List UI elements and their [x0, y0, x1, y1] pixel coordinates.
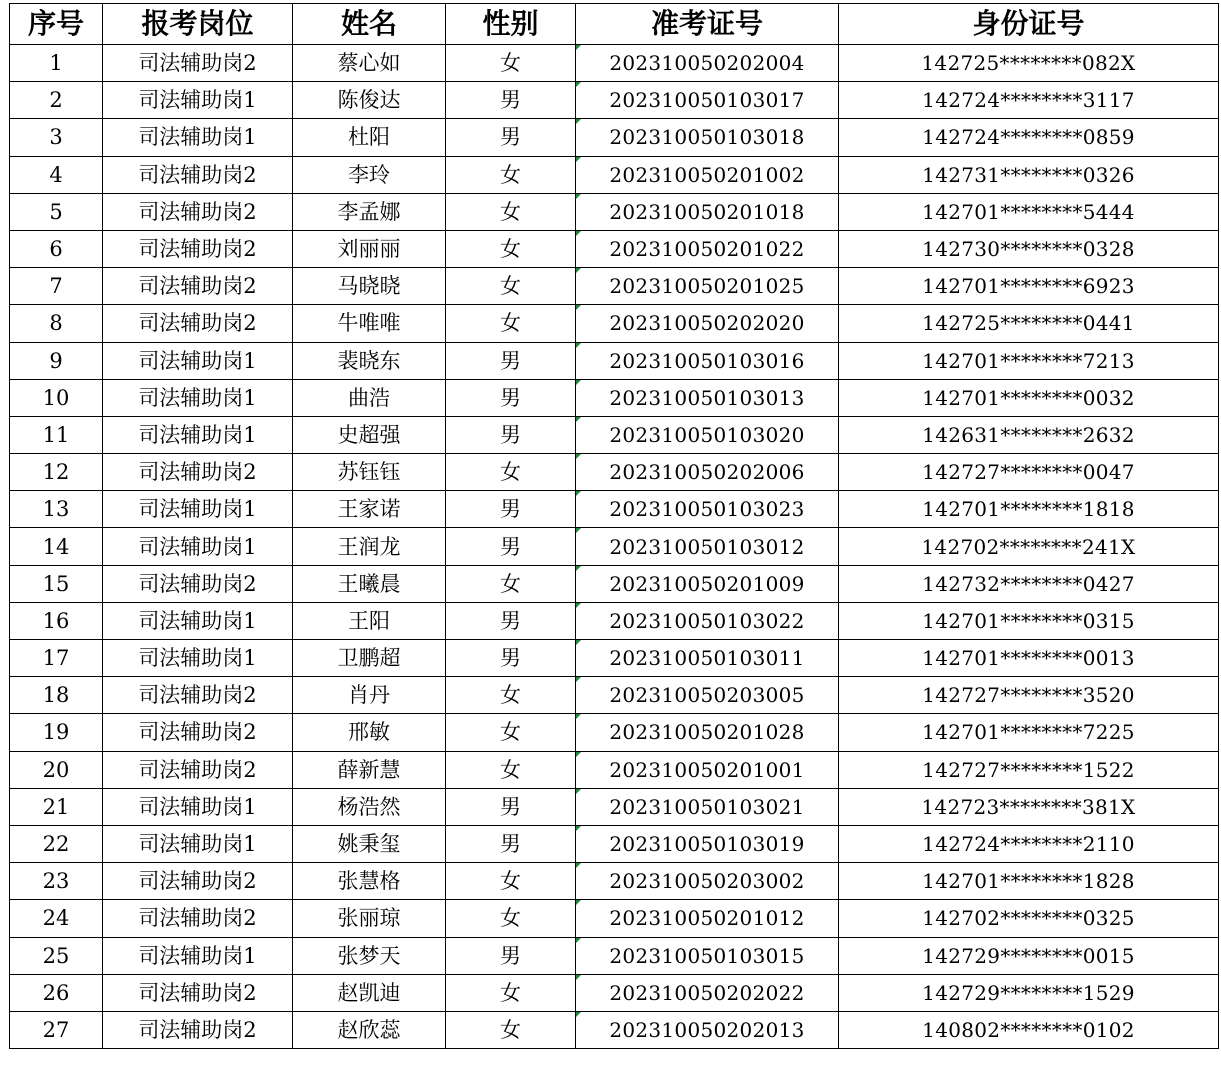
name-cell[interactable]: 赵欣蕊	[293, 1011, 446, 1048]
seq-cell[interactable]: 23	[10, 863, 103, 900]
id-number-cell[interactable]: 142724********0859	[839, 119, 1219, 156]
name-cell[interactable]: 张梦天	[293, 937, 446, 974]
gender-cell[interactable]: 女	[446, 974, 576, 1011]
id-number-cell[interactable]: 142701********1828	[839, 863, 1219, 900]
table-row	[10, 528, 1219, 565]
name-cell[interactable]: 牛唯唯	[293, 305, 446, 342]
id-number-cell[interactable]: 140802********0102	[839, 1011, 1219, 1048]
ticket-number-cell[interactable]: 202310050201022	[576, 230, 839, 267]
ticket-number-cell[interactable]: 202310050202020	[576, 305, 839, 342]
id-number-cell[interactable]: 142725********082X	[839, 45, 1219, 82]
position-cell[interactable]: 司法辅助岗2	[103, 863, 293, 900]
name-cell[interactable]: 邢敏	[293, 714, 446, 751]
table-row	[10, 491, 1219, 528]
gender-cell[interactable]: 女	[446, 193, 576, 230]
seq-cell[interactable]: 3	[10, 119, 103, 156]
position-cell[interactable]: 司法辅助岗2	[103, 156, 293, 193]
seq-cell[interactable]: 11	[10, 416, 103, 453]
name-cell[interactable]: 王曦晨	[293, 565, 446, 602]
id-number-cell[interactable]: 142729********0015	[839, 937, 1219, 974]
seq-cell[interactable]: 8	[10, 305, 103, 342]
position-cell[interactable]: 司法辅助岗2	[103, 900, 293, 937]
gender-cell[interactable]: 女	[446, 454, 576, 491]
gender-cell[interactable]: 男	[446, 342, 576, 379]
seq-cell[interactable]: 13	[10, 491, 103, 528]
table-row	[10, 565, 1219, 602]
table-body	[10, 45, 1219, 1049]
gender-cell[interactable]: 男	[446, 825, 576, 862]
name-cell[interactable]: 肖丹	[293, 677, 446, 714]
gender-cell[interactable]: 女	[446, 751, 576, 788]
id-number-cell[interactable]: 142723********381X	[839, 788, 1219, 825]
table-row	[10, 714, 1219, 751]
gender-cell[interactable]: 女	[446, 900, 576, 937]
name-cell[interactable]: 张丽琼	[293, 900, 446, 937]
ticket-number-cell[interactable]: 202310050202006	[576, 454, 839, 491]
header-id-card-number[interactable]: 身份证号	[839, 4, 1219, 45]
table-row	[10, 863, 1219, 900]
ticket-number-cell[interactable]: 202310050103023	[576, 491, 839, 528]
name-cell[interactable]: 刘丽丽	[293, 230, 446, 267]
id-number-cell[interactable]: 142730********0328	[839, 230, 1219, 267]
table-row	[10, 268, 1219, 305]
gender-cell[interactable]: 女	[446, 230, 576, 267]
table-header	[10, 4, 1219, 45]
seq-cell[interactable]: 14	[10, 528, 103, 565]
name-cell[interactable]: 李玲	[293, 156, 446, 193]
table-row	[10, 305, 1219, 342]
ticket-number-cell[interactable]: 202310050103022	[576, 602, 839, 639]
seq-cell[interactable]: 21	[10, 788, 103, 825]
name-cell[interactable]: 裴晓东	[293, 342, 446, 379]
name-cell[interactable]: 姚秉玺	[293, 825, 446, 862]
table-row	[10, 788, 1219, 825]
header-row	[10, 4, 1219, 45]
name-cell[interactable]: 杜阳	[293, 119, 446, 156]
table-row	[10, 45, 1219, 82]
seq-cell[interactable]: 25	[10, 937, 103, 974]
id-number-cell[interactable]: 142727********1522	[839, 751, 1219, 788]
ticket-number-cell[interactable]: 202310050203002	[576, 863, 839, 900]
gender-cell[interactable]: 男	[446, 119, 576, 156]
ticket-number-cell[interactable]: 202310050202022	[576, 974, 839, 1011]
seq-cell[interactable]: 16	[10, 602, 103, 639]
table-row	[10, 454, 1219, 491]
id-number-cell[interactable]: 142724********2110	[839, 825, 1219, 862]
seq-cell[interactable]: 5	[10, 193, 103, 230]
ticket-number-cell[interactable]: 202310050103012	[576, 528, 839, 565]
id-number-cell[interactable]: 142631********2632	[839, 416, 1219, 453]
position-cell[interactable]: 司法辅助岗2	[103, 268, 293, 305]
ticket-number-cell[interactable]: 202310050201001	[576, 751, 839, 788]
position-cell[interactable]: 司法辅助岗1	[103, 379, 293, 416]
ticket-number-cell[interactable]: 202310050103020	[576, 416, 839, 453]
seq-cell[interactable]: 15	[10, 565, 103, 602]
gender-cell[interactable]: 女	[446, 565, 576, 602]
ticket-number-cell[interactable]: 202310050201009	[576, 565, 839, 602]
position-cell[interactable]: 司法辅助岗1	[103, 640, 293, 677]
position-cell[interactable]: 司法辅助岗1	[103, 491, 293, 528]
gender-cell[interactable]: 男	[446, 788, 576, 825]
header-name[interactable]: 姓名	[293, 4, 446, 45]
gender-cell[interactable]: 男	[446, 379, 576, 416]
seq-cell[interactable]: 20	[10, 751, 103, 788]
table-row	[10, 640, 1219, 677]
ticket-number-cell[interactable]: 202310050103011	[576, 640, 839, 677]
seq-cell[interactable]: 1	[10, 45, 103, 82]
header-applied-position[interactable]: 报考岗位	[103, 4, 293, 45]
name-cell[interactable]: 王家诺	[293, 491, 446, 528]
position-cell[interactable]: 司法辅助岗2	[103, 1011, 293, 1048]
ticket-number-cell[interactable]: 202310050201012	[576, 900, 839, 937]
seq-cell[interactable]: 19	[10, 714, 103, 751]
position-cell[interactable]: 司法辅助岗2	[103, 751, 293, 788]
table-row	[10, 974, 1219, 1011]
table-row	[10, 1011, 1219, 1048]
table-row	[10, 937, 1219, 974]
seq-cell[interactable]: 6	[10, 230, 103, 267]
seq-cell[interactable]: 9	[10, 342, 103, 379]
position-cell[interactable]: 司法辅助岗2	[103, 305, 293, 342]
name-cell[interactable]: 杨浩然	[293, 788, 446, 825]
ticket-number-cell[interactable]: 202310050103018	[576, 119, 839, 156]
position-cell[interactable]: 司法辅助岗2	[103, 677, 293, 714]
seq-cell[interactable]: 12	[10, 454, 103, 491]
id-number-cell[interactable]: 142724********3117	[839, 82, 1219, 119]
header-admission-ticket-number[interactable]: 准考证号	[576, 4, 839, 45]
name-cell[interactable]: 陈俊达	[293, 82, 446, 119]
header-gender[interactable]: 性别	[446, 4, 576, 45]
name-cell[interactable]: 蔡心如	[293, 45, 446, 82]
seq-cell[interactable]: 18	[10, 677, 103, 714]
table-row	[10, 342, 1219, 379]
table-row	[10, 416, 1219, 453]
ticket-number-cell[interactable]: 202310050103021	[576, 788, 839, 825]
seq-cell[interactable]: 17	[10, 640, 103, 677]
position-cell[interactable]: 司法辅助岗1	[103, 82, 293, 119]
id-number-cell[interactable]: 142702********0325	[839, 900, 1219, 937]
id-number-cell[interactable]: 142732********0427	[839, 565, 1219, 602]
table-row	[10, 156, 1219, 193]
position-cell[interactable]: 司法辅助岗2	[103, 230, 293, 267]
id-number-cell[interactable]: 142701********6923	[839, 268, 1219, 305]
seq-cell[interactable]: 2	[10, 82, 103, 119]
table-row	[10, 82, 1219, 119]
id-number-cell[interactable]: 142727********3520	[839, 677, 1219, 714]
position-cell[interactable]: 司法辅助岗1	[103, 416, 293, 453]
table-row	[10, 751, 1219, 788]
id-number-cell[interactable]: 142729********1529	[839, 974, 1219, 1011]
ticket-number-cell[interactable]: 202310050103013	[576, 379, 839, 416]
gender-cell[interactable]: 女	[446, 677, 576, 714]
gender-cell[interactable]: 女	[446, 156, 576, 193]
name-cell[interactable]: 卫鹏超	[293, 640, 446, 677]
position-cell[interactable]: 司法辅助岗2	[103, 193, 293, 230]
id-number-cell[interactable]: 142701********1818	[839, 491, 1219, 528]
seq-cell[interactable]: 26	[10, 974, 103, 1011]
name-cell[interactable]: 曲浩	[293, 379, 446, 416]
position-cell[interactable]: 司法辅助岗2	[103, 454, 293, 491]
table-row	[10, 379, 1219, 416]
name-cell[interactable]: 王润龙	[293, 528, 446, 565]
seq-cell[interactable]: 27	[10, 1011, 103, 1048]
id-number-cell[interactable]: 142701********7213	[839, 342, 1219, 379]
gender-cell[interactable]: 女	[446, 863, 576, 900]
id-number-cell[interactable]: 142731********0326	[839, 156, 1219, 193]
candidate-table	[9, 3, 1219, 1049]
table-row	[10, 677, 1219, 714]
ticket-number-cell[interactable]: 202310050202013	[576, 1011, 839, 1048]
position-cell[interactable]: 司法辅助岗2	[103, 565, 293, 602]
position-cell[interactable]: 司法辅助岗1	[103, 602, 293, 639]
table-row	[10, 230, 1219, 267]
id-number-cell[interactable]: 142725********0441	[839, 305, 1219, 342]
id-number-cell[interactable]: 142727********0047	[839, 454, 1219, 491]
position-cell[interactable]: 司法辅助岗1	[103, 119, 293, 156]
ticket-number-cell[interactable]: 202310050203005	[576, 677, 839, 714]
table-row	[10, 119, 1219, 156]
table-row	[10, 193, 1219, 230]
gender-cell[interactable]: 女	[446, 45, 576, 82]
name-cell[interactable]: 苏钰钰	[293, 454, 446, 491]
id-number-cell[interactable]: 142701********0032	[839, 379, 1219, 416]
ticket-number-cell[interactable]: 202310050103019	[576, 825, 839, 862]
name-cell[interactable]: 马晓晓	[293, 268, 446, 305]
gender-cell[interactable]: 男	[446, 491, 576, 528]
gender-cell[interactable]: 女	[446, 268, 576, 305]
table-row	[10, 602, 1219, 639]
position-cell[interactable]: 司法辅助岗1	[103, 342, 293, 379]
ticket-number-cell[interactable]: 202310050202004	[576, 45, 839, 82]
name-cell[interactable]: 赵凯迪	[293, 974, 446, 1011]
name-cell[interactable]: 史超强	[293, 416, 446, 453]
position-cell[interactable]: 司法辅助岗2	[103, 974, 293, 1011]
position-cell[interactable]: 司法辅助岗1	[103, 825, 293, 862]
ticket-number-cell[interactable]: 202310050103017	[576, 82, 839, 119]
position-cell[interactable]: 司法辅助岗1	[103, 788, 293, 825]
seq-cell[interactable]: 10	[10, 379, 103, 416]
gender-cell[interactable]: 男	[446, 82, 576, 119]
gender-cell[interactable]: 男	[446, 416, 576, 453]
ticket-number-cell[interactable]: 202310050201028	[576, 714, 839, 751]
name-cell[interactable]: 李孟娜	[293, 193, 446, 230]
ticket-number-cell[interactable]: 202310050201002	[576, 156, 839, 193]
id-number-cell[interactable]: 142701********0315	[839, 602, 1219, 639]
position-cell[interactable]: 司法辅助岗2	[103, 714, 293, 751]
id-number-cell[interactable]: 142701********0013	[839, 640, 1219, 677]
seq-cell[interactable]: 7	[10, 268, 103, 305]
ticket-number-cell[interactable]: 202310050103016	[576, 342, 839, 379]
id-number-cell[interactable]: 142701********7225	[839, 714, 1219, 751]
name-cell[interactable]: 薛新慧	[293, 751, 446, 788]
position-cell[interactable]: 司法辅助岗1	[103, 528, 293, 565]
header-seq-number[interactable]: 序号	[10, 4, 103, 45]
ticket-number-cell[interactable]: 202310050201025	[576, 268, 839, 305]
gender-cell[interactable]: 男	[446, 602, 576, 639]
seq-cell[interactable]: 22	[10, 825, 103, 862]
gender-cell[interactable]: 女	[446, 714, 576, 751]
id-number-cell[interactable]: 142702********241X	[839, 528, 1219, 565]
id-number-cell[interactable]: 142701********5444	[839, 193, 1219, 230]
gender-cell[interactable]: 男	[446, 937, 576, 974]
name-cell[interactable]: 王阳	[293, 602, 446, 639]
gender-cell[interactable]: 男	[446, 640, 576, 677]
seq-cell[interactable]: 4	[10, 156, 103, 193]
ticket-number-cell[interactable]: 202310050201018	[576, 193, 839, 230]
gender-cell[interactable]: 男	[446, 528, 576, 565]
name-cell[interactable]: 张慧格	[293, 863, 446, 900]
table-row	[10, 900, 1219, 937]
gender-cell[interactable]: 女	[446, 305, 576, 342]
position-cell[interactable]: 司法辅助岗2	[103, 45, 293, 82]
position-cell[interactable]: 司法辅助岗1	[103, 937, 293, 974]
ticket-number-cell[interactable]: 202310050103015	[576, 937, 839, 974]
seq-cell[interactable]: 24	[10, 900, 103, 937]
gender-cell[interactable]: 女	[446, 1011, 576, 1048]
table-row	[10, 825, 1219, 862]
